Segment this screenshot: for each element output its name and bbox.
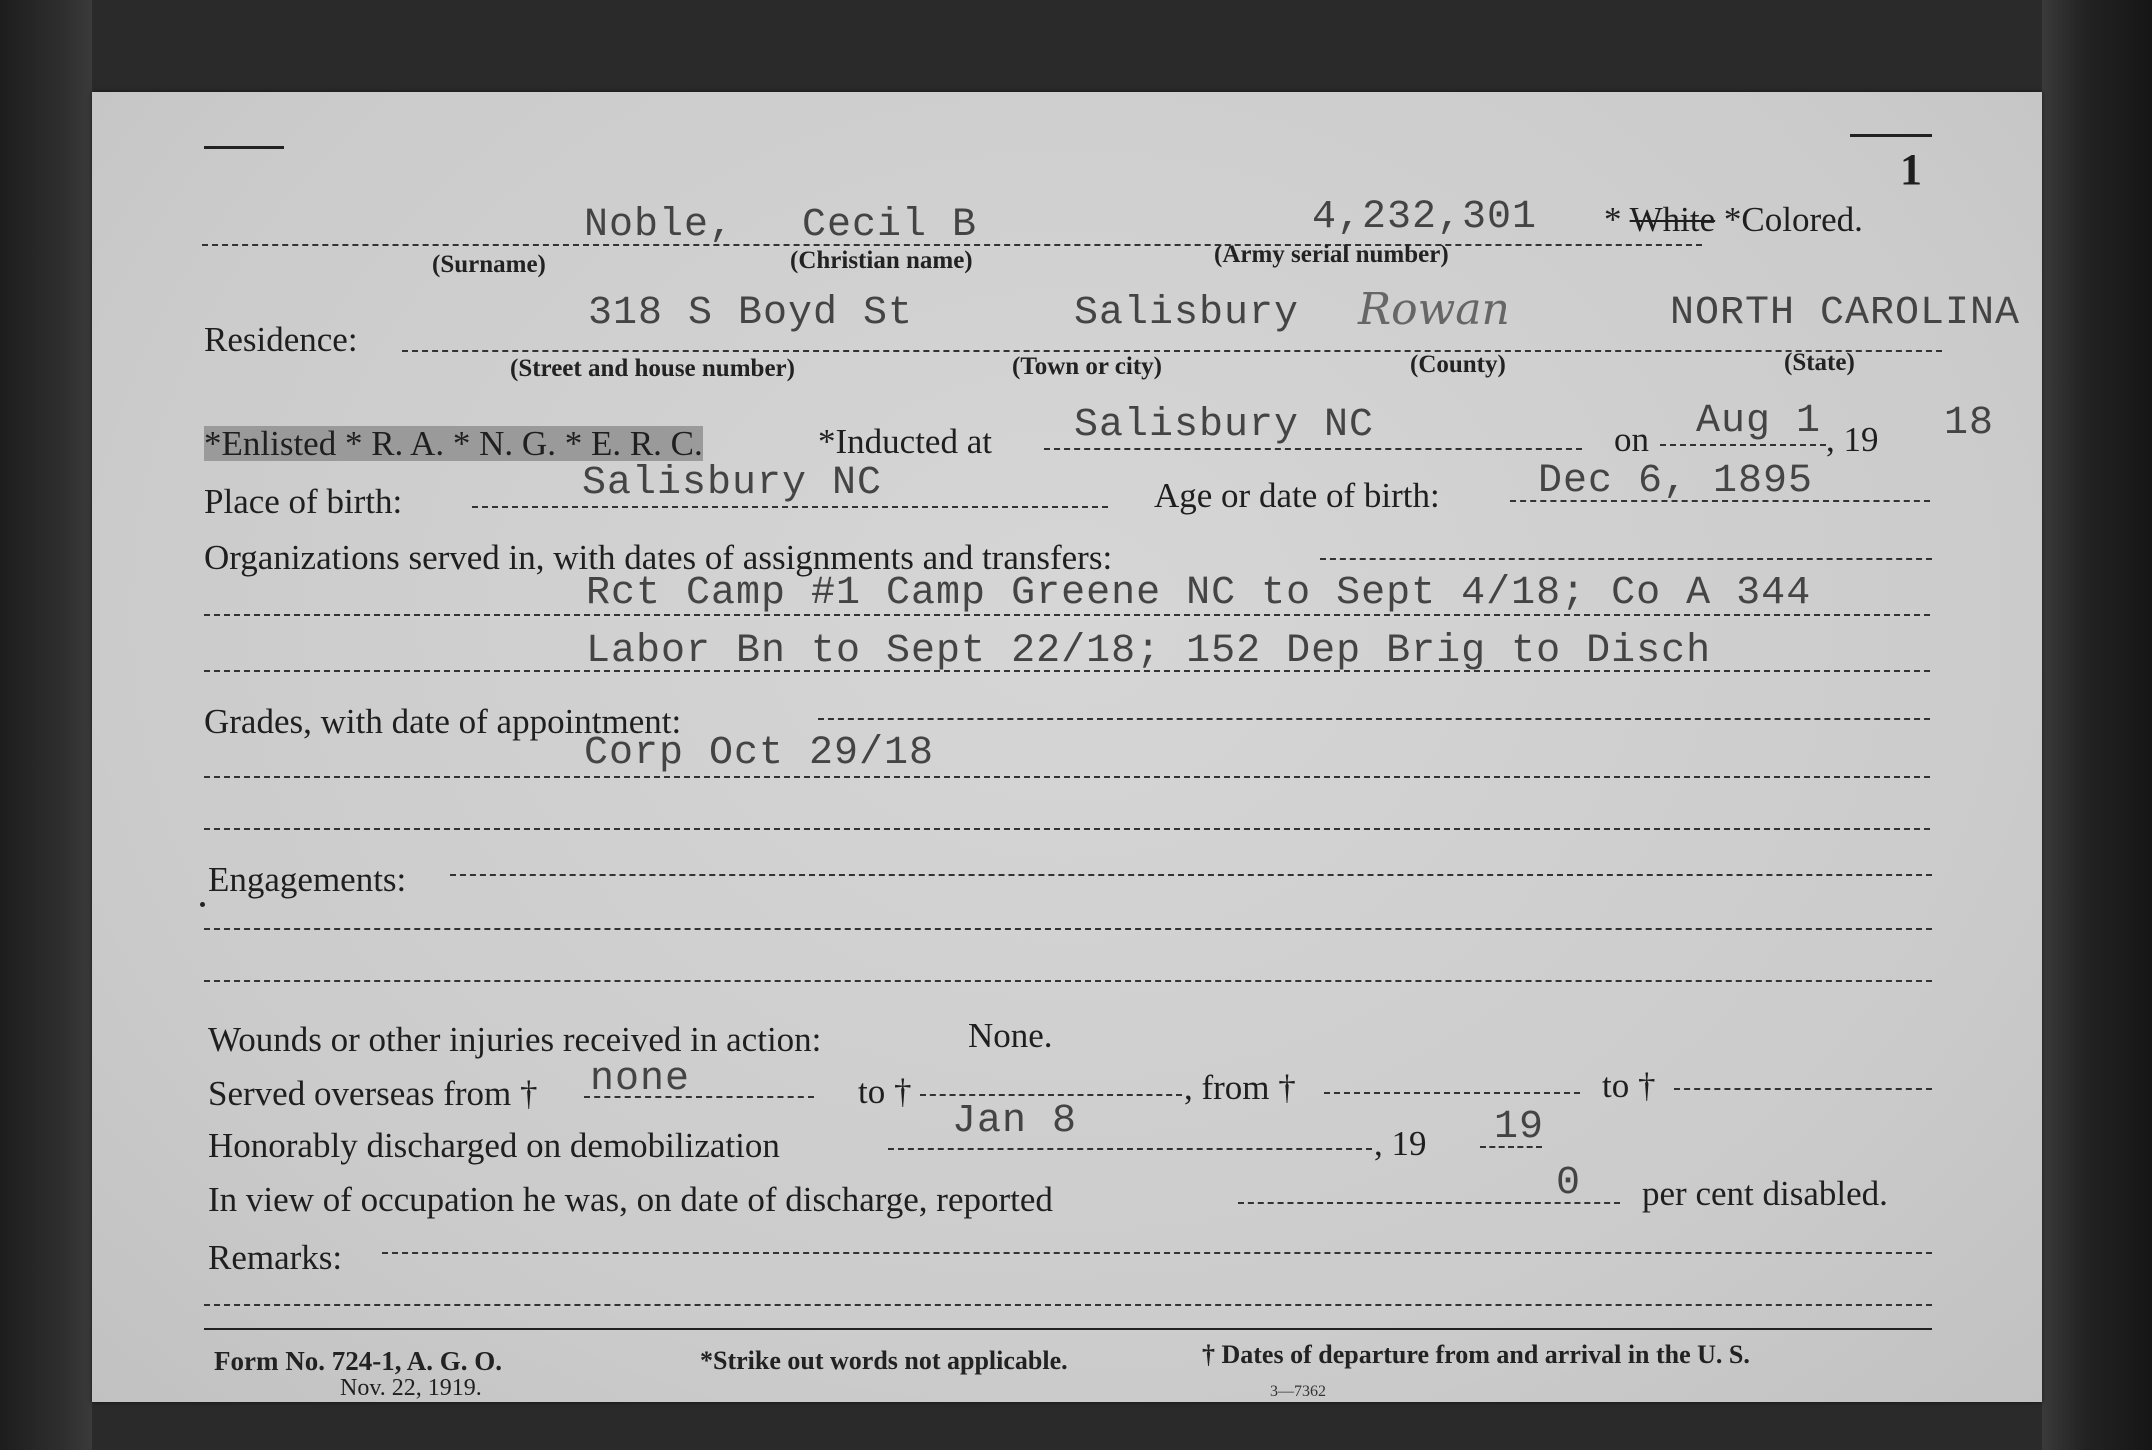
overseas-from-value: none <box>590 1057 691 1102</box>
christian-caption: (Christian name) <box>790 247 973 274</box>
disability-value: 0 <box>1556 1161 1582 1206</box>
remarks-label: Remarks: <box>208 1238 343 1277</box>
discharge-label: Honorably discharged on demobilization <box>208 1126 780 1165</box>
residence-county: Rowan <box>1358 284 1510 335</box>
discharge-year-line <box>1480 1146 1542 1148</box>
age-label: Age or date of birth: <box>1154 476 1440 515</box>
organizations-rule-2 <box>204 670 1930 672</box>
birth-date-line <box>1510 500 1930 502</box>
grades-label: Grades, with date of appointment: <box>204 702 682 741</box>
race-marker: * White *Colored. <box>1604 200 1863 239</box>
remarks-rule-1 <box>382 1252 1932 1254</box>
induction-place-line <box>1044 448 1582 450</box>
residence-line <box>402 350 1942 352</box>
scan-border-left <box>0 0 92 1450</box>
county-caption: (County) <box>1410 351 1506 378</box>
surname-value: Noble, <box>584 203 735 248</box>
induction-date-line <box>1660 444 1826 446</box>
state-caption: (State) <box>1784 349 1855 376</box>
scan-border-right <box>2042 0 2152 1450</box>
discharge-year-prefix: , 19 <box>1374 1124 1427 1163</box>
service-record-card <box>92 92 2042 1402</box>
wounds-label: Wounds or other injuries received in action: <box>208 1020 822 1059</box>
disability-label: In view of occupation he was, on date of discharge, reported <box>208 1180 1053 1219</box>
christian-name-value: Cecil B <box>802 203 978 248</box>
induction-year-prefix: , 19 <box>1826 420 1879 459</box>
wounds-value: None. <box>968 1016 1053 1055</box>
engagements-rule-2 <box>204 928 1932 930</box>
overseas-to2-line <box>1674 1088 1932 1090</box>
card-number: 1 <box>1900 145 1922 194</box>
overseas-to-line <box>920 1094 1182 1096</box>
grades-rule-2 <box>204 828 1930 830</box>
overseas-from2-label: , from † <box>1184 1068 1296 1107</box>
organizations-rule-1 <box>204 614 1930 616</box>
ink-dot <box>200 902 205 907</box>
induction-year: 18 <box>1944 401 1995 446</box>
discharge-date-line <box>888 1148 1372 1150</box>
birthplace-value: Salisbury NC <box>582 461 883 506</box>
race-white: White <box>1629 200 1716 239</box>
on-label: on <box>1614 420 1649 459</box>
name-line <box>202 244 1702 246</box>
birth-date: Dec 6, 1895 <box>1538 459 1814 504</box>
top-right-mark <box>1850 134 1932 137</box>
race-colored: Colored. <box>1741 200 1863 239</box>
overseas-to-label: to † <box>858 1072 912 1111</box>
city-caption: (Town or city) <box>1012 353 1162 380</box>
form-number: Form No. 724-1, A. G. O. <box>214 1346 502 1376</box>
residence-label: Residence: <box>204 320 358 359</box>
organizations-label: Organizations served in, with dates of assignments and transfers: <box>204 538 1113 577</box>
remarks-rule-2 <box>204 1304 1932 1306</box>
organizations-label-line <box>1320 558 1932 560</box>
overseas-from2-line <box>1324 1092 1580 1094</box>
discharge-date: Jan 8 <box>952 1099 1078 1144</box>
organizations-line-1: Rct Camp #1 Camp Greene NC to Sept 4/18; Co A 344 <box>586 571 1812 616</box>
engagements-label: Engagements: <box>208 860 407 899</box>
printer-code: 3—7362 <box>1270 1383 1326 1400</box>
overseas-to2-label: to † <box>1602 1066 1656 1105</box>
strike-note: *Strike out words not applicable. <box>700 1346 1068 1375</box>
induction-date: Aug 1 <box>1696 399 1822 444</box>
top-left-mark <box>204 146 284 149</box>
residence-city: Salisbury <box>1074 291 1300 336</box>
residence-state: NORTH CAROLINA <box>1670 291 2021 336</box>
organizations-line-2: Labor Bn to Sept 22/18; 152 Dep Brig to Disch <box>586 629 1712 674</box>
overseas-from-line <box>584 1096 814 1098</box>
induction-place: Salisbury NC <box>1074 403 1375 448</box>
serial-caption: (Army serial number) <box>1214 241 1449 268</box>
grades-value: Corp Oct 29/18 <box>584 731 935 776</box>
street-caption: (Street and house number) <box>510 355 795 382</box>
dates-note: † Dates of departure from and arrival in the U. S. <box>1202 1340 1750 1369</box>
footer-divider <box>204 1328 1932 1330</box>
form-date: Nov. 22, 1919. <box>340 1375 482 1401</box>
inducted-label: *Inducted at <box>818 422 992 461</box>
serial-number-value: 4,232,301 <box>1312 195 1538 240</box>
residence-street: 318 S Boyd St <box>588 291 914 336</box>
overseas-label: Served overseas from † <box>208 1074 538 1113</box>
birthplace-line <box>472 506 1108 508</box>
surname-caption: (Surname) <box>432 251 546 278</box>
grades-rule-1 <box>204 776 1930 778</box>
engagements-rule-3 <box>204 980 1932 982</box>
grades-label-line <box>818 718 1930 720</box>
discharge-year: 19 <box>1494 1105 1545 1150</box>
engagements-rule-1 <box>450 874 1932 876</box>
birthplace-label: Place of birth: <box>204 482 403 521</box>
enlisted-options: *Enlisted * R. A. * N. G. * E. R. C. <box>204 424 703 463</box>
disability-suffix: per cent disabled. <box>1642 1174 1888 1213</box>
